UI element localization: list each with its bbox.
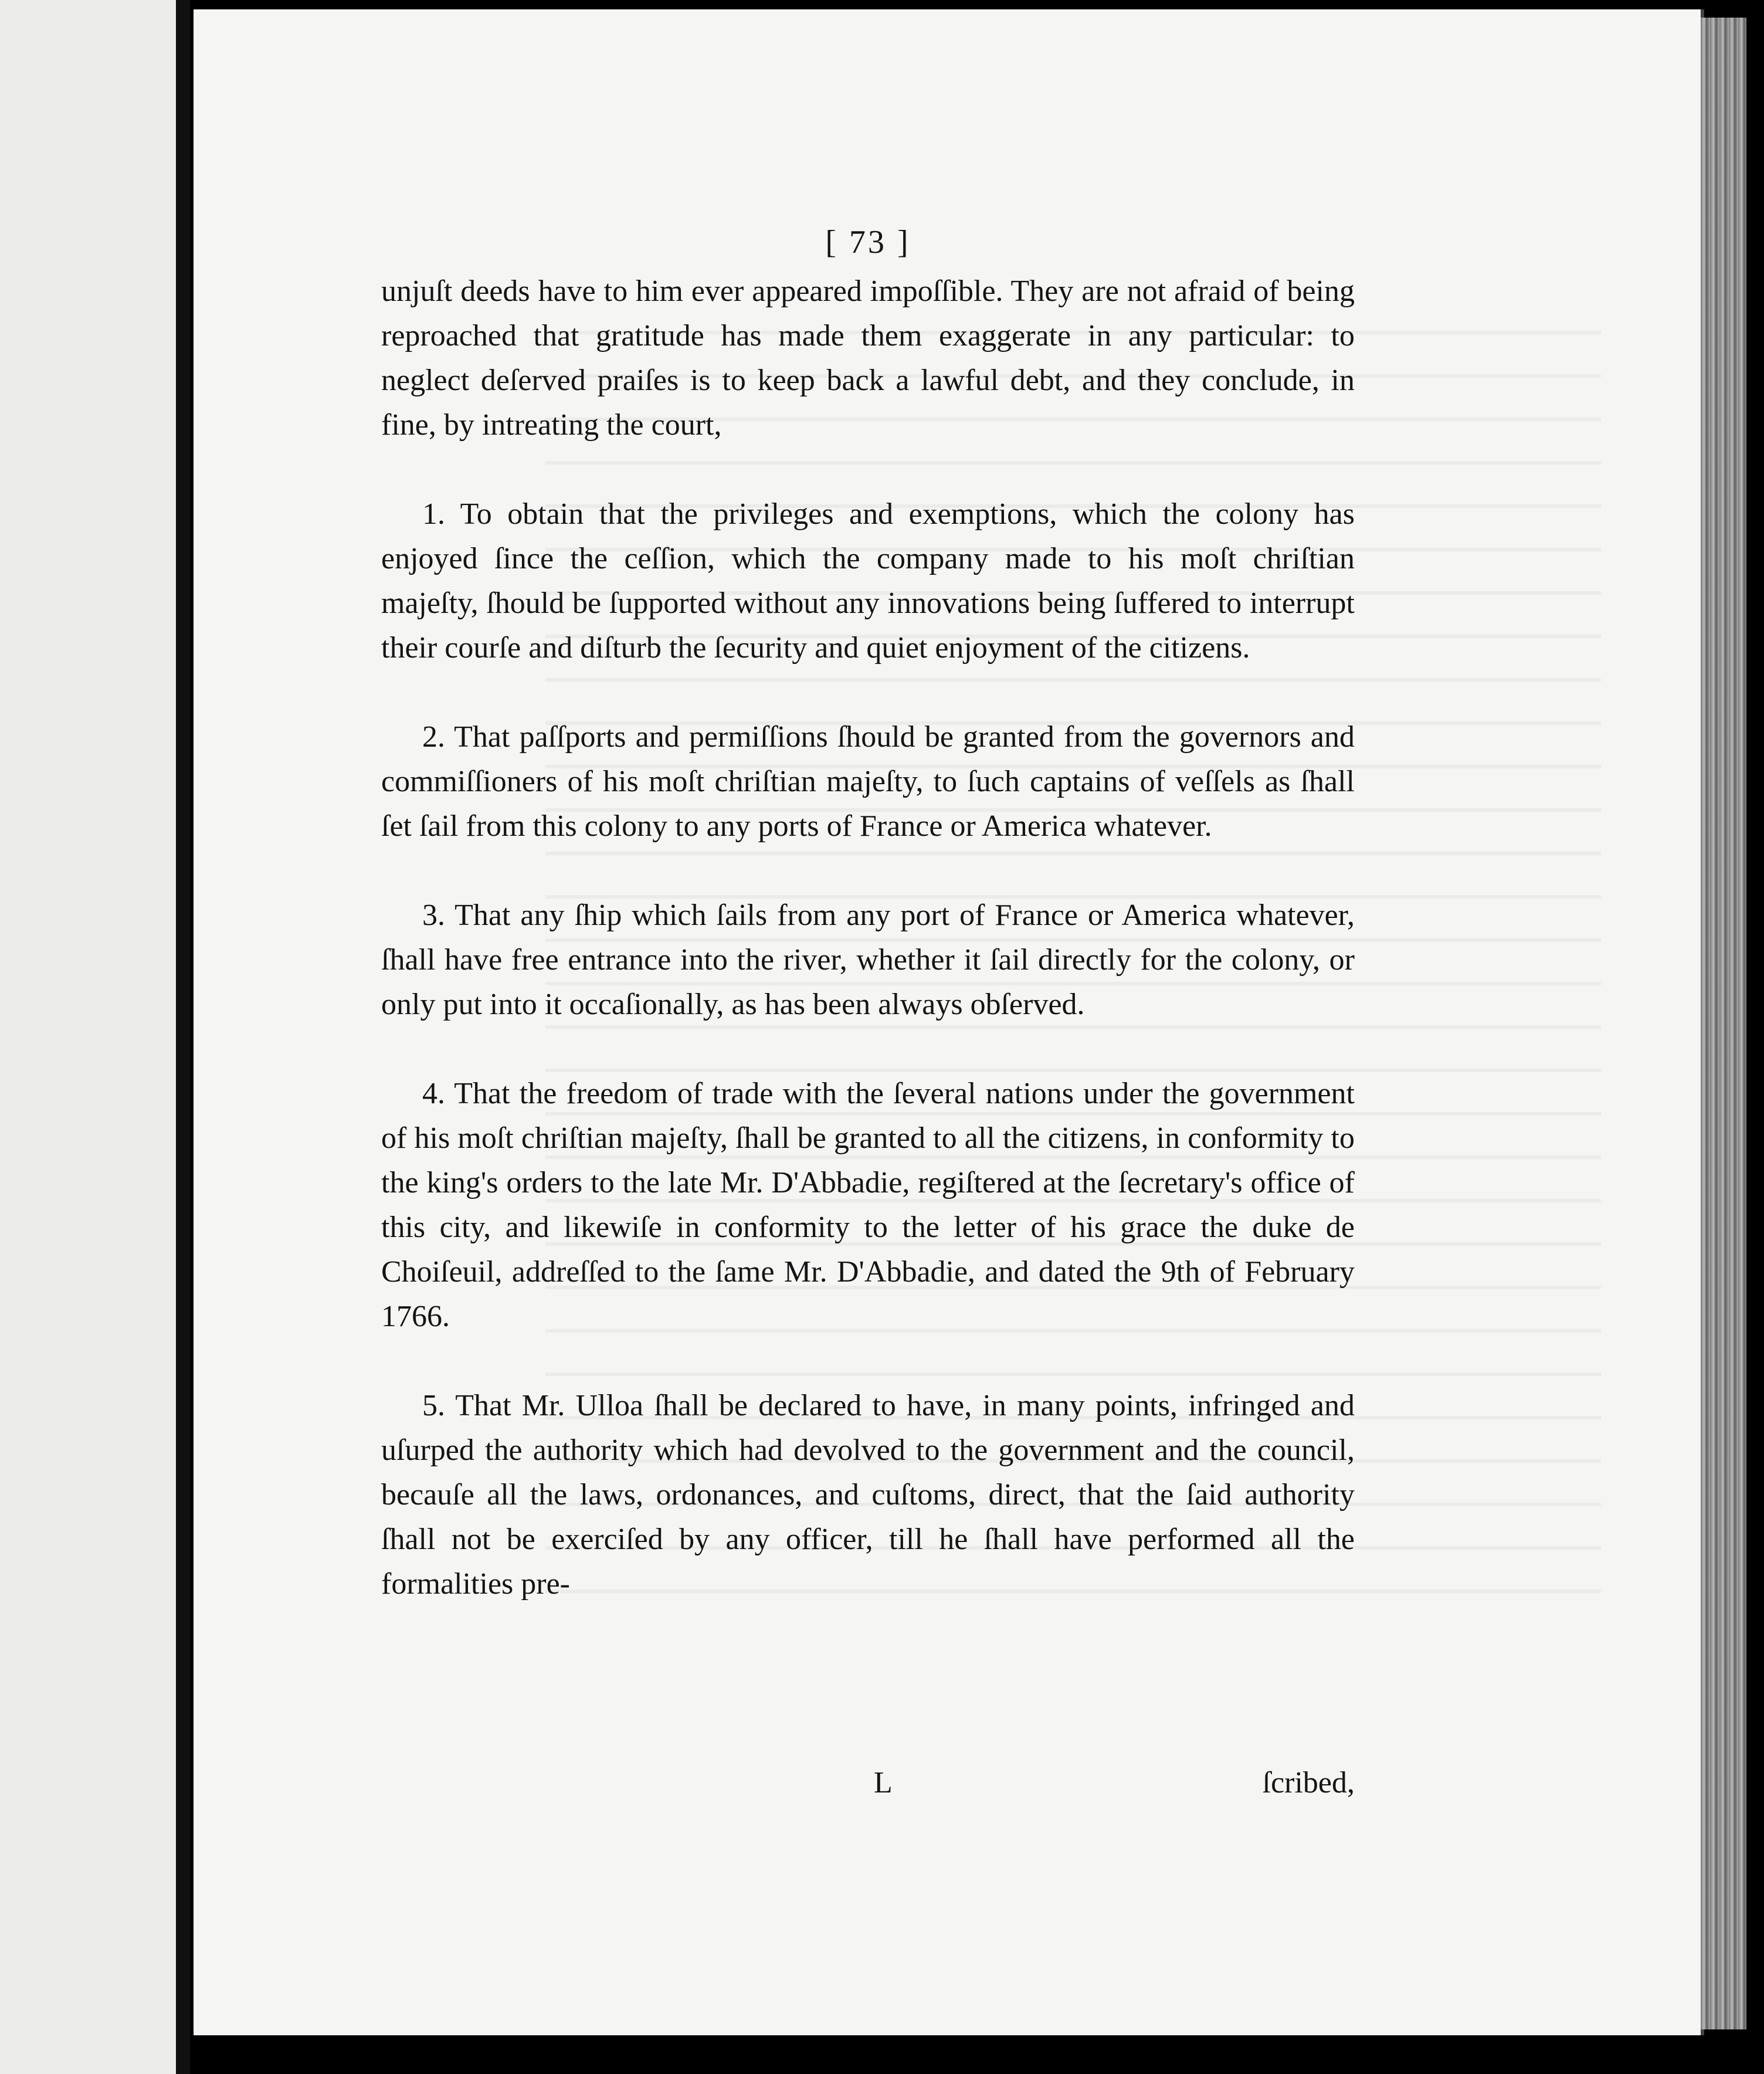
paragraph-item-4: 4. That the freedom of trade with the ſeveral nations under the government of his moſt chriſtian majeſty, ſhall be granted to all the citizens, in conformity to the king's orders to the late Mr. D'Abbadie, regiſtered at the ſecretary's office of this city, and likewiſe in conformity to the letter of his grace the duke de Choiſeuil, addreſſed to the ſame Mr. D'Abbadie, and dated the 9th of February 1766. [381, 1077, 1355, 1333]
signature-mark: L [874, 1766, 893, 1800]
paragraph-item-3: 3. That any ſhip which ſails from any port of France or America whatever, ſhall have free entrance into the river, whether it ſail directly for the colony, or only put into it occaſionally, as has been always obſerved. [381, 899, 1355, 1021]
page-body [381, 220, 1355, 1651]
paragraph-item-5: 5. That Mr. Ulloa ſhall be declared to have, in many points, infringed and uſurped the authority which had devolved to the government and the council, becauſe all the laws, ordonances, and cuſtoms, direct, that the ſaid authority ſhall not be exerciſed by any officer, till he ſhall have performed all the formalities pre- [381, 1389, 1355, 1601]
paragraph-item-2: 2. That paſſports and permiſſions ſhould be granted from the governors and commiſſioners of his moſt chriſtian majeſty, to ſuch captains of veſſels as ſhall ſet ſail from this colony to any ports of France or America whatever. [381, 720, 1355, 843]
page-footer [381, 1765, 1355, 1812]
paragraph-item-1: 1. To obtain that the privileges and exemptions, which the colony has enjoyed ſince the ceſſion, which the company made to his moſt chriſtian majeſty, ſhould be ſupported without any innovations being ſuffered to interrupt their courſe and diſturb the ſecurity and quiet enjoyment of the citizens. [381, 497, 1355, 665]
catchword: ſcribed, [1262, 1766, 1355, 1800]
page-number: [ 73 ] [825, 224, 911, 260]
page-stack-edge [1701, 18, 1746, 2029]
left-page-edge [0, 0, 190, 2074]
paragraph-continuation: unjuſt deeds have to him ever appeared impoſſible. They are not afraid of being reproached that gratitude has made them exaggerate in any particular: to neglect deſerved praiſes is to keep back a lawful debt, and they conclude, in fine, by intreating the court, [381, 274, 1355, 442]
